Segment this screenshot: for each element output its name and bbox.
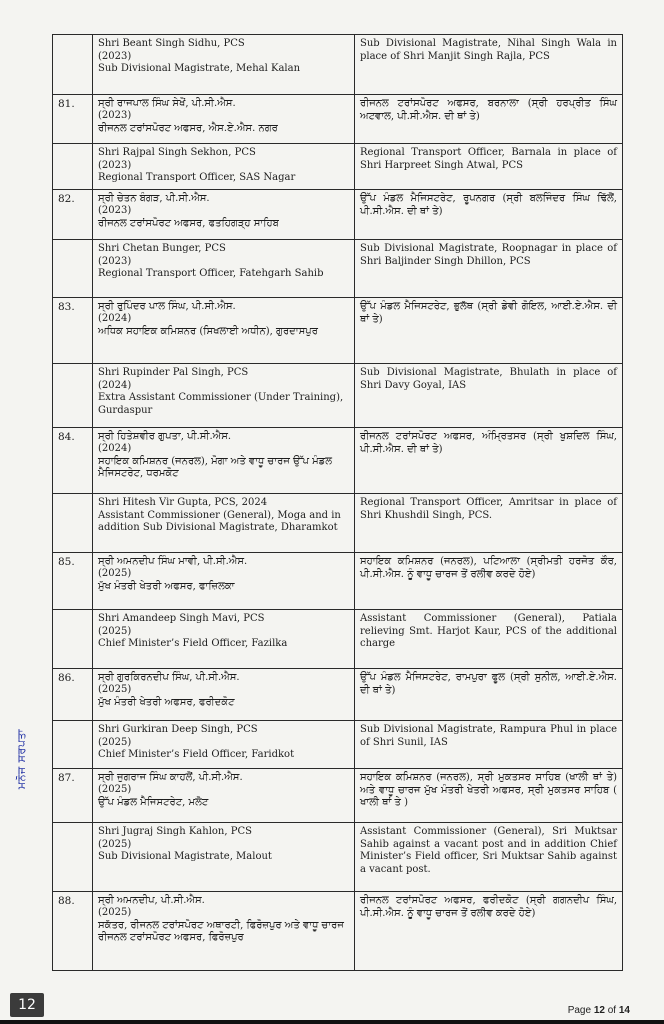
table-row: [53, 95, 623, 144]
new-posting: ਰੀਜਨਲ ਟਰਾਂਸਪੋਰਟ ਅਫਸਰ, ਬਰਨਾਲਾ (ਸ੍ਰੀ ਹਰਪ੍ਰੀਤ ਸਿੰਘ ਅਟਵਾਲ, ਪੀ.ਸੀ.ਐਸ. ਦੀ ਥਾਂ ਤੇ): [355, 95, 623, 144]
officer-current-posting: Shri Hitesh Vir Gupta, PCS, 2024 Assistant Commissioner (General), Moga and in addition Sub Divisional Magistrate, Dharamkot: [93, 494, 355, 553]
serial-number: [53, 610, 93, 669]
new-posting: ਸਹਾਇਕ ਕਮਿਸ਼ਨਰ (ਜਨਰਲ), ਪਟਿਆਲਾ (ਸ੍ਰੀਮਤੀ ਹਰਜੋਤ ਕੌਰ, ਪੀ.ਸੀ.ਐਸ. ਨੂੰ ਵਾਧੂ ਚਾਰਜ ਤੋਂ ਰਲੀਵ ਕਰਦੇ ਹੋਏ): [355, 553, 623, 610]
officer-current-posting: ਸ੍ਰੀ ਅਮਨਦੀਪ ਸਿੰਘ ਮਾਵੀ, ਪੀ.ਸੀ.ਐਸ. (2025) ਮੁੱਖ ਮੰਤਰੀ ਖੇਤਰੀ ਅਫਸਰ, ਫਾਜ਼ਿਲਕਾ: [93, 553, 355, 610]
serial-number: [53, 35, 93, 95]
table-row: [53, 669, 623, 721]
screen-bottom-bar: [0, 1020, 664, 1024]
table-row: [53, 240, 623, 298]
officer-current-posting: Shri Rupinder Pal Singh, PCS (2024) Extra Assistant Commissioner (Under Training), Gurdaspur: [93, 364, 355, 428]
officer-current-posting: Shri Rajpal Singh Sekhon, PCS (2023) Regional Transport Officer, SAS Nagar: [93, 144, 355, 190]
table-row: [53, 364, 623, 428]
officer-current-posting: ਸ੍ਰੀ ਰਾਜਪਾਲ ਸਿੰਘ ਸੇਖੋਂ, ਪੀ.ਸੀ.ਐਸ. (2023) ਰੀਜਨਲ ਟਰਾਂਸਪੋਰਟ ਅਫਸਰ, ਐਸ.ਏ.ਐਸ. ਨਗਰ: [93, 95, 355, 144]
officer-current-posting: ਸ੍ਰੀ ਗੁਰਕਿਰਨਦੀਪ ਸਿੰਘ, ਪੀ.ਸੀ.ਐਸ. (2025) ਮੁੱਖ ਮੰਤਰੀ ਖੇਤਰੀ ਅਫਸਰ, ਫਰੀਦਕੋਟ: [93, 669, 355, 721]
new-posting: Regional Transport Officer, Amritsar in place of Shri Khushdil Singh, PCS.: [355, 494, 623, 553]
new-posting: ਉੱਪ ਮੰਡਲ ਮੈਜਿਸਟਰੇਟ, ਭੁਲੱਥ (ਸ੍ਰੀ ਡੇਵੀ ਗੋਇਲ, ਆਈ.ਏ.ਐਸ. ਦੀ ਥਾਂ ਤੇ): [355, 298, 623, 364]
new-posting: Regional Transport Officer, Barnala in place of Shri Harpreet Singh Atwal, PCS: [355, 144, 623, 190]
new-posting: ਸਹਾਇਕ ਕਮਿਸ਼ਨਰ (ਜਨਰਲ), ਸ੍ਰੀ ਮੁਕਤਸਰ ਸਾਹਿਬ (ਖਾਲੀ ਥਾਂ ਤੇ) ਅਤੇ ਵਾਧੂ ਚਾਰਜ ਮੁੱਖ ਮੰਤਰੀ ਖੇਤਰੀ ਅਫਸਰ, ਸ੍ਰੀ ਮੁਕਤਸਰ ਸਾਹਿਬ ( ਖਾਲੀ ਥਾਂ ਤੇ ): [355, 769, 623, 823]
officer-current-posting: Shri Beant Singh Sidhu, PCS (2023) Sub Divisional Magistrate, Mehal Kalan: [93, 35, 355, 95]
new-posting: Sub Divisional Magistrate, Bhulath in place of Shri Davy Goyal, IAS: [355, 364, 623, 428]
table-row: [53, 35, 623, 95]
officer-current-posting: ਸ੍ਰੀ ਜੁਗਰਾਜ ਸਿੰਘ ਕਾਹਲੋਂ, ਪੀ.ਸੀ.ਐਸ. (2025) ਉੱਪ ਮੰਡਲ ਮੈਜਿਸਟਰੇਟ, ਮਲੋਟ: [93, 769, 355, 823]
officer-current-posting: Shri Gurkiran Deep Singh, PCS (2025) Chief Minister’s Field Officer, Faridkot: [93, 721, 355, 769]
page-footer: Page 12 of 14: [567, 1005, 630, 1016]
table-row: [53, 892, 623, 971]
table-body: [53, 35, 623, 971]
new-posting: ਰੀਜਨਲ ਟਰਾਂਸਪੋਰਟ ਅਫਸਰ, ਅੰਮ੍ਰਿਤਸਰ (ਸ੍ਰੀ ਖੁਸ਼ਦਿਲ ਸਿੰਘ, ਪੀ.ਸੀ.ਐਸ. ਦੀ ਥਾਂ ਤੇ): [355, 428, 623, 494]
serial-number: [53, 494, 93, 553]
table-row: [53, 190, 623, 240]
new-posting: Sub Divisional Magistrate, Roopnagar in place of Shri Baljinder Singh Dhillon, PCS: [355, 240, 623, 298]
officer-current-posting: Shri Jugraj Singh Kahlon, PCS (2025) Sub Divisional Magistrate, Malout: [93, 823, 355, 892]
handwritten-signature: ਮਨੋਜ ਸਰਪਤਾ: [15, 728, 28, 790]
table-row: [53, 144, 623, 190]
serial-number: 87.: [53, 769, 93, 823]
new-posting: Sub Divisional Magistrate, Rampura Phul in place of Shri Sunil, IAS: [355, 721, 623, 769]
table-row: [53, 610, 623, 669]
page-number-badge: 12: [10, 993, 44, 1017]
serial-number: 82.: [53, 190, 93, 240]
table-row: [53, 298, 623, 364]
officer-current-posting: ਸ੍ਰੀ ਹਿਤੇਸ਼ਵੀਰ ਗੁਪਤਾ, ਪੀ.ਸੀ.ਐਸ. (2024) ਸਹਾਇਕ ਕਮਿਸ਼ਨਰ (ਜਨਰਲ), ਮੋਗਾ ਅਤੇ ਵਾਧੂ ਚਾਰਜ ਉੱਪ ਮੰਡਲ ਮੈਜਿਸਟਰੇਟ, ਧਰਮਕੋਟ: [93, 428, 355, 494]
serial-number: [53, 144, 93, 190]
serial-number: 86.: [53, 669, 93, 721]
new-posting: ਉੱਪ ਮੰਡਲ ਮੈਜਿਸਟਰੇਟ, ਰੂਪਨਗਰ (ਸ੍ਰੀ ਬਲਜਿੰਦਰ ਸਿੰਘ ਢਿੱਲੋਂ, ਪੀ.ਸੀ.ਐਸ. ਦੀ ਥਾਂ ਤੇ): [355, 190, 623, 240]
new-posting: ਰੀਜਨਲ ਟਰਾਂਸਪੋਰਟ ਅਫਸਰ, ਫਰੀਦਕੋਟ (ਸ੍ਰੀ ਗਗਨਦੀਪ ਸਿੰਘ, ਪੀ.ਸੀ.ਐਸ. ਨੂੰ ਵਾਧੂ ਚਾਰਜ ਤੋਂ ਰਲੀਵ ਕਰਦੇ ਹੋਏ): [355, 892, 623, 971]
table-row: [53, 721, 623, 769]
officer-current-posting: ਸ੍ਰੀ ਰੁਪਿੰਦਰ ਪਾਲ ਸਿੰਘ, ਪੀ.ਸੀ.ਐਸ. (2024) ਅਧਿਕ ਸਹਾਇਕ ਕਮਿਸ਼ਨਰ (ਸਿਖਲਾਈ ਅਧੀਨ), ਗੁਰਦਾਸਪੁਰ: [93, 298, 355, 364]
serial-number: 83.: [53, 298, 93, 364]
new-posting: ਉੱਪ ਮੰਡਲ ਮੈਜਿਸਟਰੇਟ, ਰਾਮਪੁਰਾ ਫੂਲ (ਸ੍ਰੀ ਸੁਨੀਲ, ਆਈ.ਏ.ਐਸ. ਦੀ ਥਾਂ ਤੇ): [355, 669, 623, 721]
new-posting: Assistant Commissioner (General), Sri Muktsar Sahib against a vacant post and in addition Chief Minister’s Field officer, Sri Muktsar Sahib against a vacant post.: [355, 823, 623, 892]
officer-current-posting: Shri Chetan Bunger, PCS (2023) Regional Transport Officer, Fatehgarh Sahib: [93, 240, 355, 298]
posting-orders-table: [52, 34, 623, 971]
table-row: [53, 428, 623, 494]
officer-current-posting: ਸ੍ਰੀ ਚੇਤਨ ਬੰਗੜ, ਪੀ.ਸੀ.ਐਸ. (2023) ਰੀਜਨਲ ਟਰਾਂਸਪੋਰਟ ਅਫਸਰ, ਫਤਹਿਗੜ੍ਹ ਸਾਹਿਬ: [93, 190, 355, 240]
serial-number: 81.: [53, 95, 93, 144]
officer-current-posting: Shri Amandeep Singh Mavi, PCS (2025) Chief Minister’s Field Officer, Fazilka: [93, 610, 355, 669]
serial-number: [53, 823, 93, 892]
table-row: [53, 769, 623, 823]
serial-number: [53, 364, 93, 428]
table-row: [53, 494, 623, 553]
table-row: [53, 823, 623, 892]
serial-number: 84.: [53, 428, 93, 494]
new-posting: Sub Divisional Magistrate, Nihal Singh Wala in place of Shri Manjit Singh Rajla, PCS: [355, 35, 623, 95]
officer-current-posting: ਸ੍ਰੀ ਅਮਨਦੀਪ, ਪੀ.ਸੀ.ਐਸ. (2025) ਸਕੱਤਰ, ਰੀਜਨਲ ਟਰਾਂਸਪੋਰਟ ਅਥਾਰਟੀ, ਫਿਰੋਜ਼ਪੁਰ ਅਤੇ ਵਾਧੂ ਚਾਰਜ ਰੀਜਨਲ ਟਰਾਂਸਪੋਰਟ ਅਫਸਰ, ਫਿਰੋਜ਼ਪੁਰ: [93, 892, 355, 971]
table-row: [53, 553, 623, 610]
serial-number: 85.: [53, 553, 93, 610]
new-posting: Assistant Commissioner (General), Patiala relieving Smt. Harjot Kaur, PCS of the additional charge: [355, 610, 623, 669]
serial-number: [53, 240, 93, 298]
serial-number: 88.: [53, 892, 93, 971]
